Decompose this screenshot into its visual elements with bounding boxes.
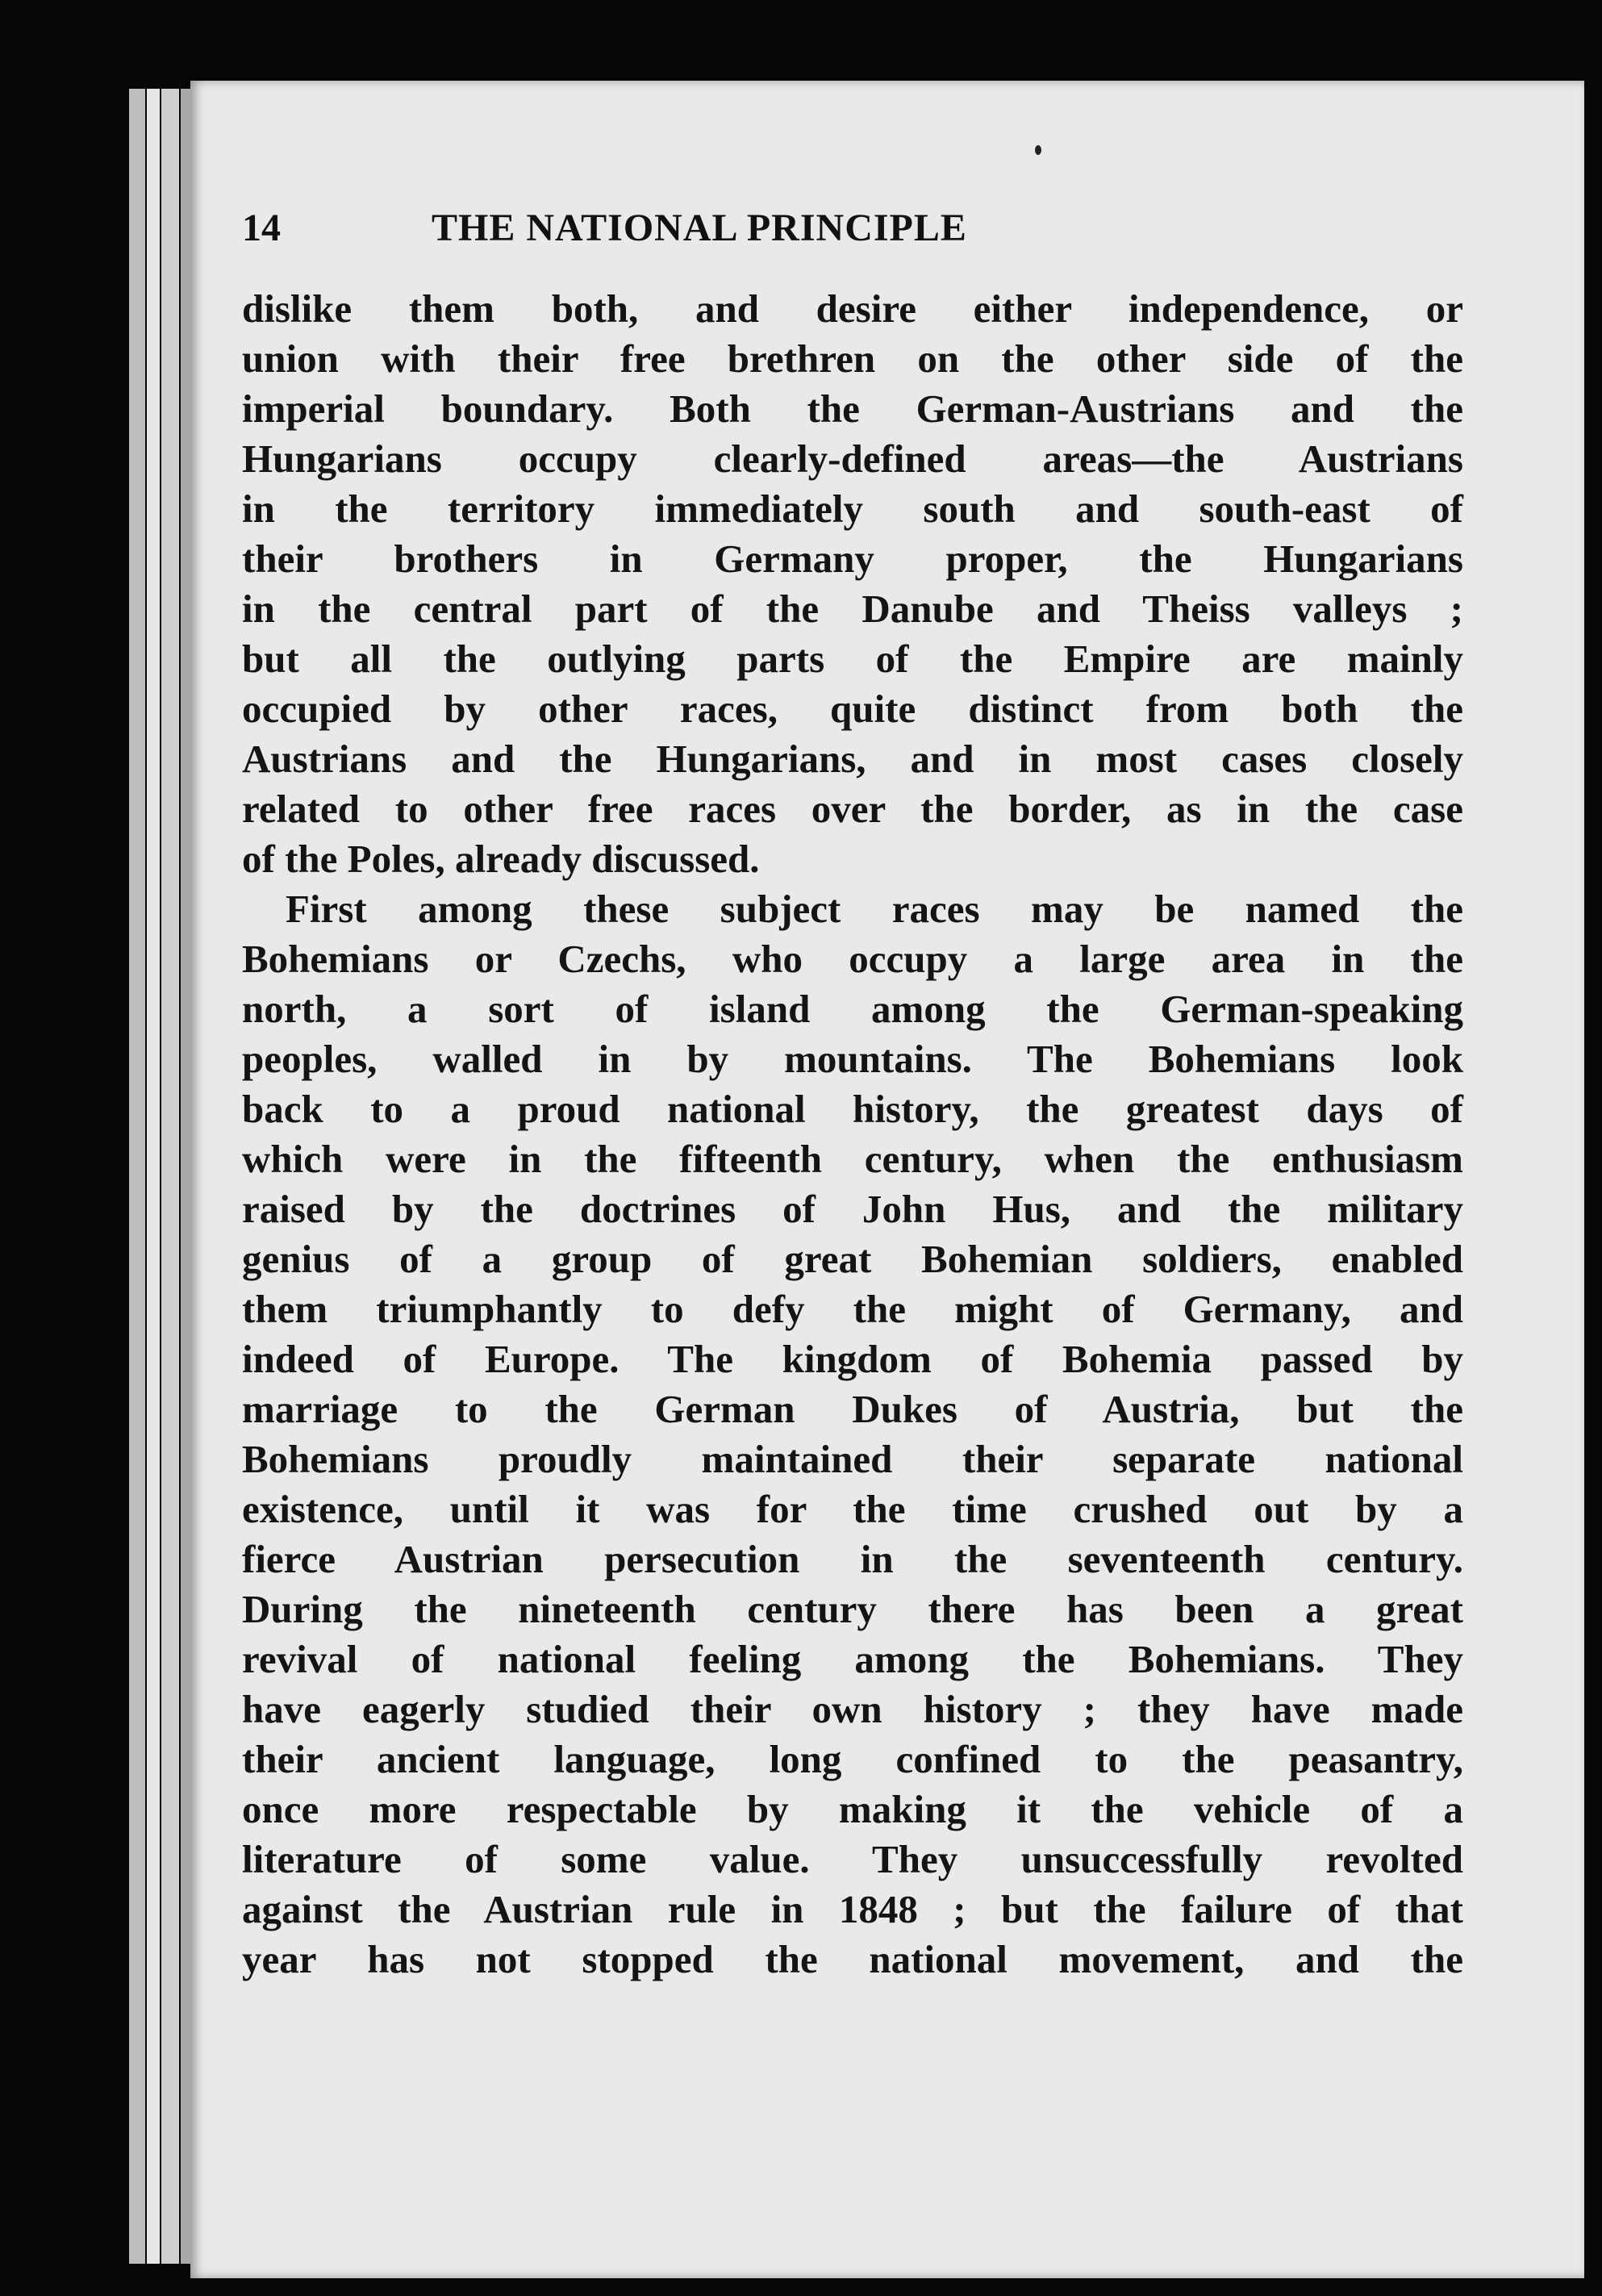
text-line: of the Poles, already discussed. bbox=[242, 837, 760, 881]
text-line: existence, until it was for the time crushed out by a bbox=[242, 1487, 1463, 1531]
text-line: north, a sort of island among the German-speaking bbox=[242, 987, 1463, 1031]
running-header bbox=[242, 206, 1250, 262]
text-line: fierce Austrian persecution in the seventeenth century. bbox=[242, 1537, 1463, 1581]
text-line: once more respectable by making it the vehicle of a bbox=[242, 1787, 1463, 1831]
text-line: in the territory immediately south and south-east of bbox=[242, 486, 1463, 531]
text-line: Bohemians or Czechs, who occupy a large area in the bbox=[242, 937, 1463, 981]
text-line: which were in the fifteenth century, when the enthusiasm bbox=[242, 1137, 1463, 1181]
page-edge bbox=[129, 89, 145, 2264]
text-line: literature of some value. They unsuccessfully revolted bbox=[242, 1837, 1463, 1881]
text-line: revival of national feeling among the Bohemians. They bbox=[242, 1637, 1463, 1681]
paragraph bbox=[242, 884, 1463, 1985]
text-line: their brothers in Germany proper, the Hungarians bbox=[242, 536, 1463, 581]
text-line: dislike them both, and desire either independence, or bbox=[242, 286, 1463, 331]
text-line: indeed of Europe. The kingdom of Bohemia passed by bbox=[242, 1337, 1463, 1381]
text-line: occupied by other races, quite distinct from both the bbox=[242, 687, 1463, 731]
page-edge bbox=[147, 89, 160, 2264]
text-line: have eagerly studied their own history ; they have made bbox=[242, 1687, 1463, 1731]
text-line: raised by the doctrines of John Hus, and the military bbox=[242, 1187, 1463, 1231]
page-edge bbox=[161, 89, 179, 2264]
text-line: peoples, walled in by mountains. The Bohemians look bbox=[242, 1037, 1463, 1081]
text-line: back to a proud national history, the greatest days of bbox=[242, 1087, 1463, 1131]
ink-speck bbox=[1035, 145, 1041, 155]
body-text bbox=[242, 284, 1463, 1985]
text-line: During the nineteenth century there has been a great bbox=[242, 1587, 1463, 1631]
text-line: First among these subject races may be named the bbox=[286, 887, 1463, 931]
running-title: THE NATIONAL PRINCIPLE bbox=[432, 207, 967, 249]
text-line: related to other free races over the border, as in the case bbox=[242, 787, 1463, 831]
text-line: in the central part of the Danube and Theiss valleys ; bbox=[242, 587, 1463, 631]
text-line: against the Austrian rule in 1848 ; but the failure of that bbox=[242, 1887, 1463, 1931]
text-line: Austrians and the Hungarians, and in most cases closely bbox=[242, 737, 1463, 781]
page-number: 14 bbox=[242, 207, 281, 249]
text-line: their ancient language, long confined to the peasantry, bbox=[242, 1737, 1463, 1781]
text-line: them triumphantly to defy the might of Germany, and bbox=[242, 1287, 1463, 1331]
text-line: imperial boundary. Both the German-Austrians and the bbox=[242, 386, 1463, 431]
text-line: genius of a group of great Bohemian soldiers, enabled bbox=[242, 1237, 1463, 1281]
text-line: Bohemians proudly maintained their separate national bbox=[242, 1437, 1463, 1481]
text-line: union with their free brethren on the other side of the bbox=[242, 336, 1463, 381]
text-line: but all the outlying parts of the Empire are mainly bbox=[242, 637, 1463, 681]
text-line: marriage to the German Dukes of Austria, but the bbox=[242, 1387, 1463, 1431]
text-line: Hungarians occupy clearly-defined areas—the Austrians bbox=[242, 436, 1463, 481]
paragraph bbox=[242, 284, 1463, 884]
text-line: year has not stopped the national movement, and the bbox=[242, 1937, 1463, 1981]
